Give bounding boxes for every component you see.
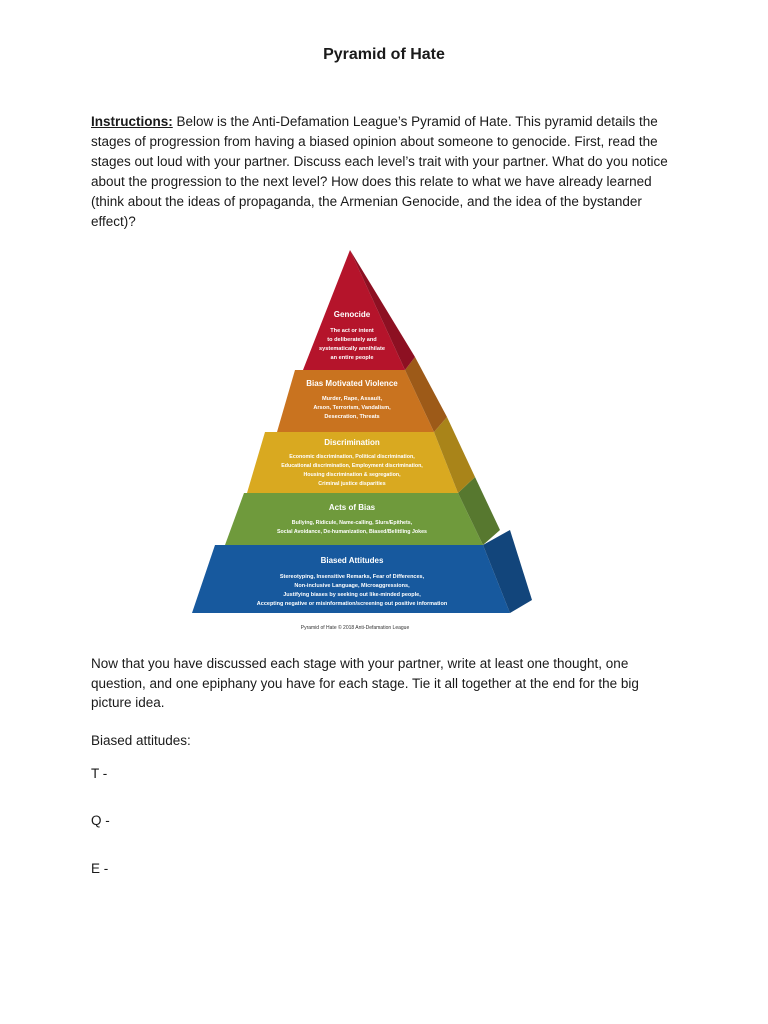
section-heading: Biased attitudes: bbox=[91, 733, 191, 748]
tier-title-bias-violence: Bias Motivated Violence bbox=[306, 379, 398, 388]
tier-title-biased-attitudes: Biased Attitudes bbox=[320, 556, 384, 565]
tier-desc-line: Social Avoidance, De-humanization, Biased/Belittling Jokes bbox=[276, 529, 428, 535]
tier-desc-line: Stereotyping, Insensitive Remarks, Fear of Differences, bbox=[279, 574, 425, 580]
thought-prompt: T - bbox=[91, 766, 108, 781]
tier-desc-line: systematically annihilate bbox=[319, 346, 385, 352]
tier-desc-line: Non-inclusive Language, Microaggressions, bbox=[294, 583, 410, 589]
pyramid-svg bbox=[185, 245, 545, 635]
epiphany-prompt: E - bbox=[91, 861, 109, 876]
pyramid-caption: Pyramid of Hate © 2018 Anti-Defamation League bbox=[300, 625, 410, 631]
tier-desc-line: The act or intent bbox=[330, 328, 374, 334]
tier-desc-line: Educational discrimination, Employment discrimination, bbox=[281, 463, 423, 469]
instructions-text: Below is the Anti-Defamation League’s Pyramid of Hate. This pyramid details the stages of progression from having a biased opinion about someone to genocide. First, read the stages out loud with your partner. Discuss each level’s trait with your partner. What do you notice about the progression to the next level? How does this relate to what we have already learned (think about the ideas of propaganda, the Armenian Genocide, and the idea of the bystander effect)? bbox=[91, 114, 668, 229]
question-prompt: Q - bbox=[91, 813, 110, 828]
tier-desc-line: Economic discrimination, Political discrimination, bbox=[289, 454, 415, 460]
instructions-paragraph bbox=[91, 112, 681, 232]
tier-desc-line: Bullying, Ridicule, Name-calling, Slurs/Epithets, bbox=[291, 520, 413, 526]
tier-desc-line: Justifying biases by seeking out like-minded people, bbox=[283, 592, 421, 598]
tier-desc-line: Accepting negative or misinformation/screening out positive information bbox=[256, 601, 448, 607]
tier-desc-line: Criminal justice disparities bbox=[318, 481, 386, 487]
task-paragraph: Now that you have discussed each stage with your partner, write at least one thought, one question, and one epiphany you have for each stage. Tie it all together at the end for the big picture idea. bbox=[91, 656, 639, 710]
tier-title-discrimination: Discrimination bbox=[324, 438, 380, 447]
tier-acts-of-bias-face bbox=[225, 493, 483, 545]
tier-title-genocide: Genocide bbox=[333, 310, 371, 319]
tier-desc-line: to deliberately and bbox=[327, 337, 377, 343]
tier-desc-line: Arson, Terrorism, Vandalism, bbox=[313, 405, 391, 411]
instructions-label: Instructions: bbox=[91, 114, 173, 129]
tier-desc-line: Desecration, Threats bbox=[324, 414, 380, 420]
page-title: Pyramid of Hate bbox=[323, 46, 445, 63]
tier-title-acts-of-bias: Acts of Bias bbox=[328, 503, 376, 512]
tier-desc-line: an entire people bbox=[330, 355, 374, 361]
tier-desc-line: Housing discrimination & segregation, bbox=[303, 472, 401, 478]
tier-desc-line: Murder, Rape, Assault, bbox=[321, 396, 383, 402]
pyramid-of-hate-figure bbox=[185, 245, 545, 635]
